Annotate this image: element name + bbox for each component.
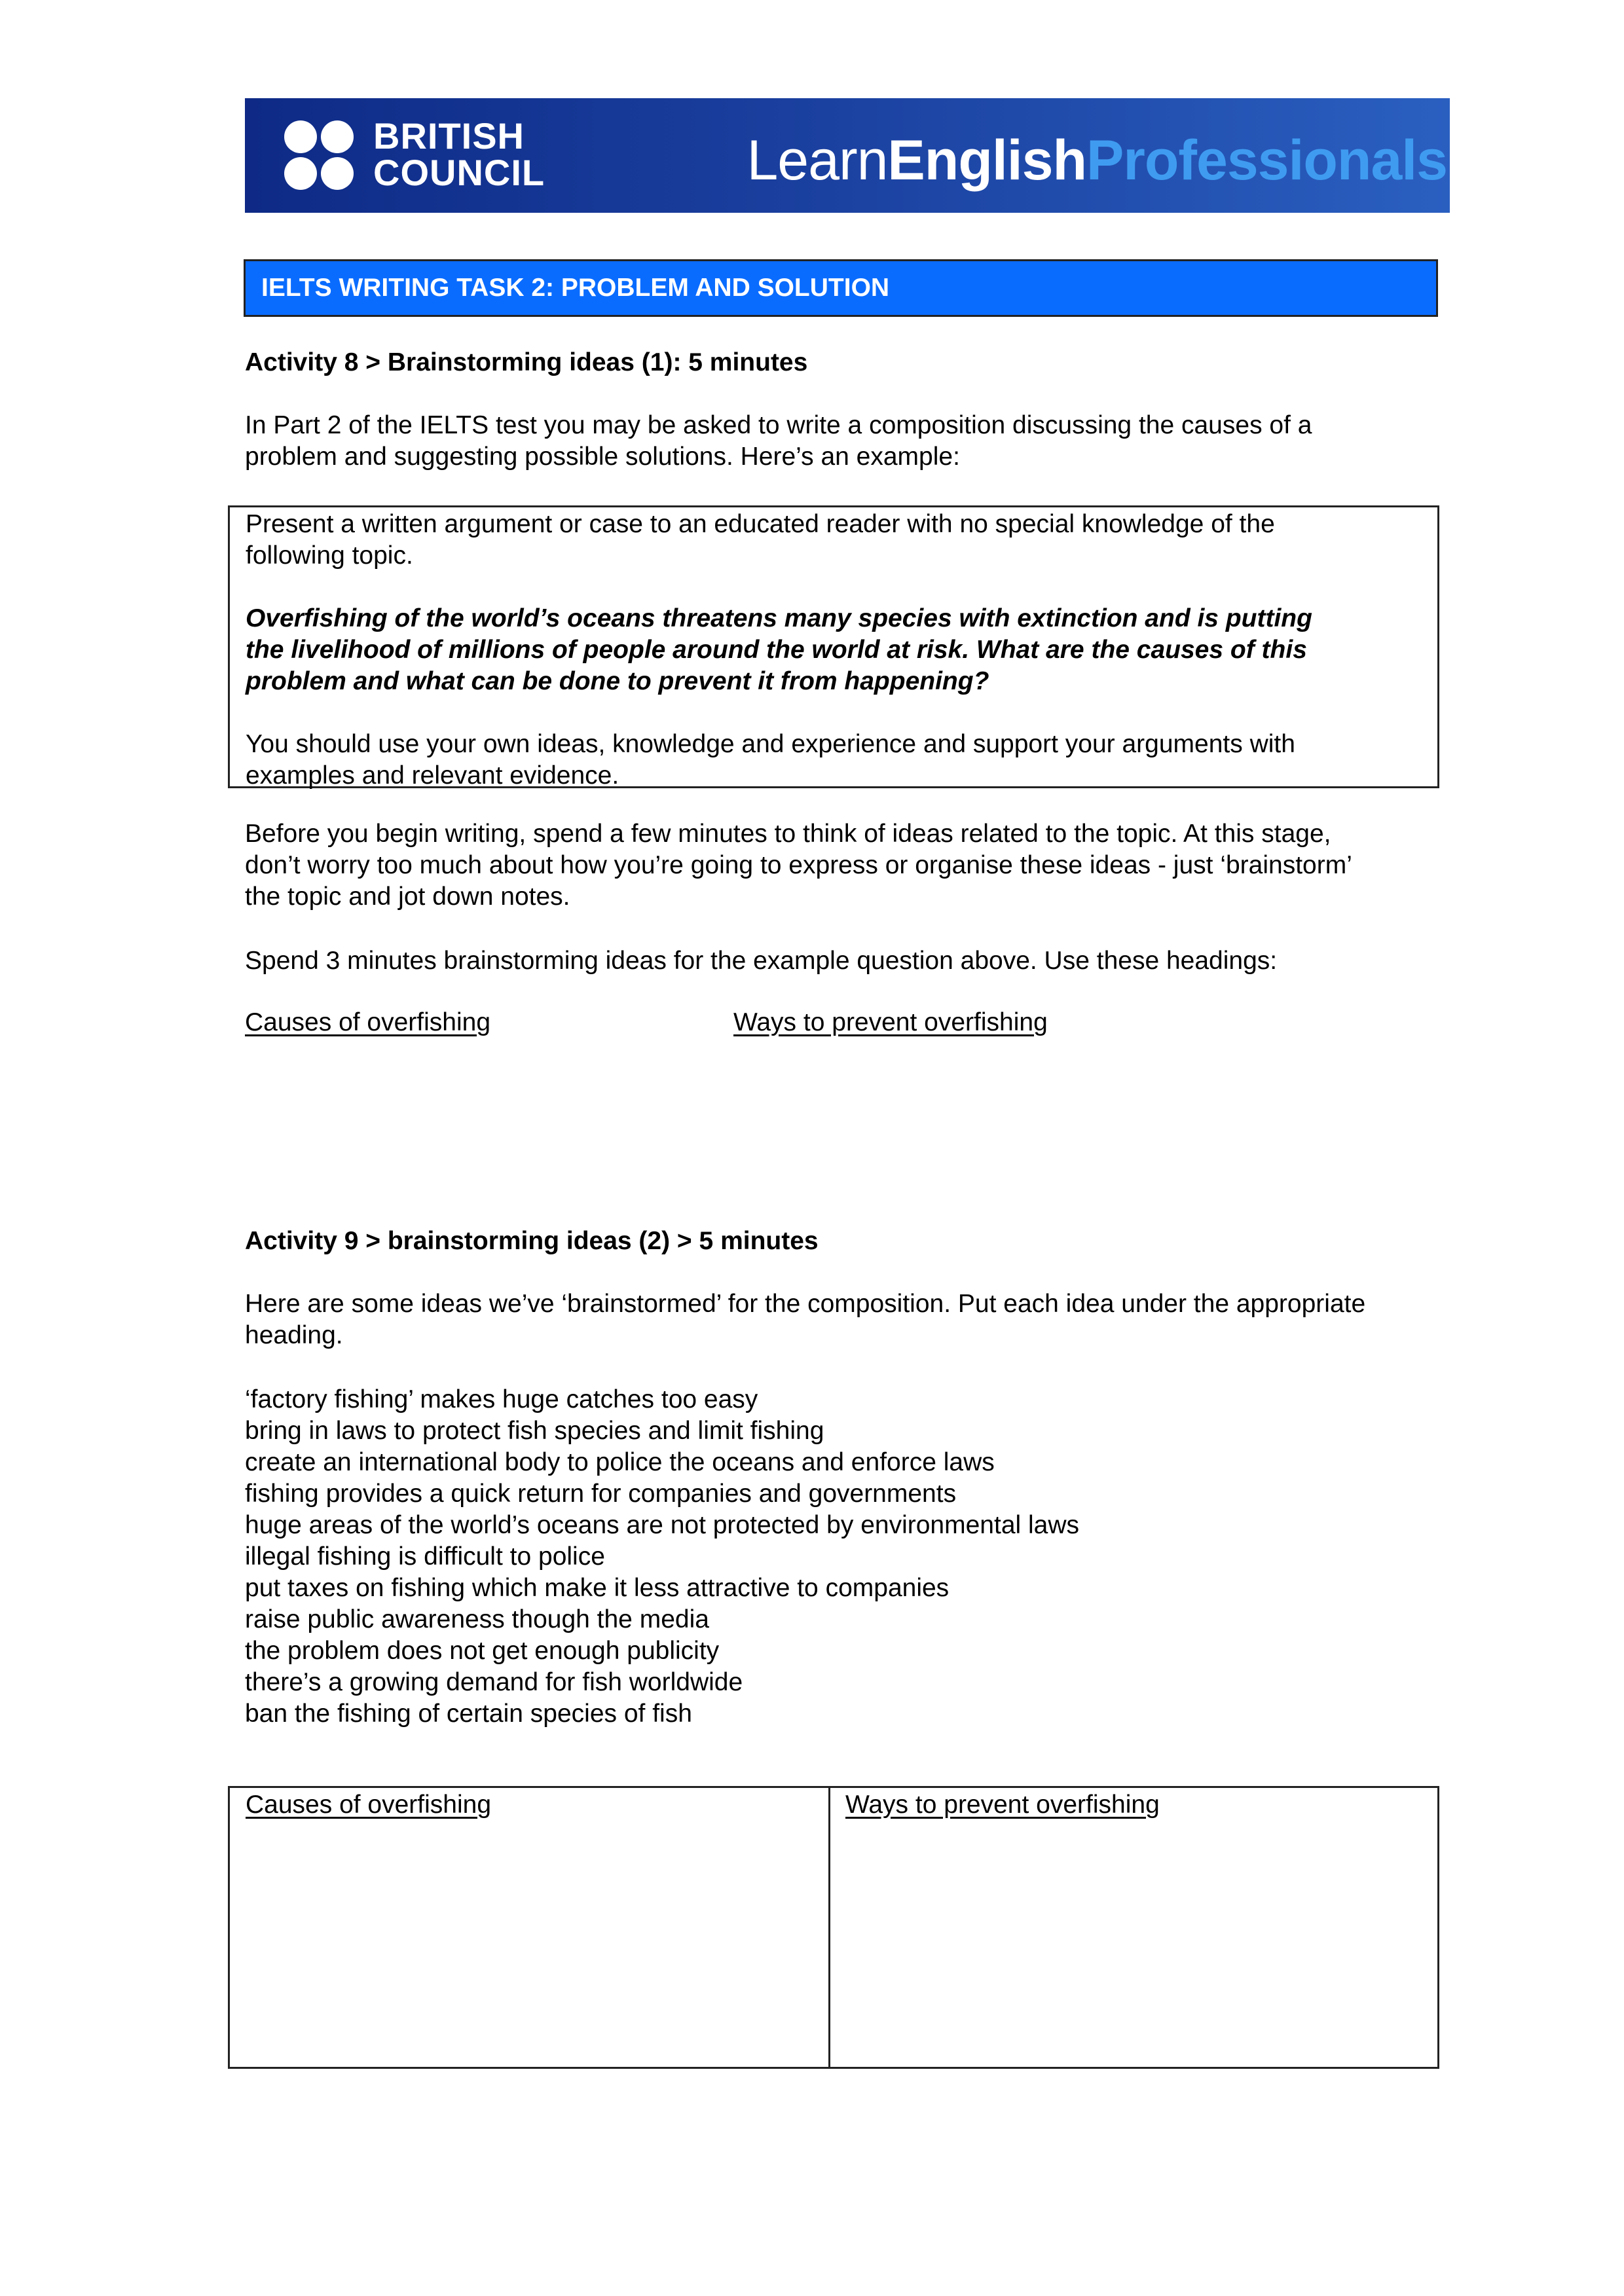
table-header-causes: Causes of overfishing — [246, 1791, 492, 1819]
prompt-question-line2: the livelihood of millions of people around the world at risk. What are the causes of this — [246, 636, 1307, 664]
british-council-dots-icon — [284, 120, 356, 192]
activity8-intro-line2: problem and suggesting possible solutions. Here’s an example: — [245, 443, 960, 471]
prompt-closing-line1: You should use your own ideas, knowledge and experience and support your arguments with — [246, 730, 1295, 758]
list-item: huge areas of the world’s oceans are not protected by environmental laws — [245, 1511, 1080, 1539]
paragraph2-line2: don’t worry too much about how you’re going to express or organise these ideas - just ‘brainstorm’ — [245, 851, 1352, 879]
prompt-line1: Present a written argument or case to an educated reader with no special knowledge of the — [246, 510, 1275, 538]
activity8-paragraph3: Spend 3 minutes brainstorming ideas for the example question above. Use these headings: — [245, 947, 1278, 975]
brand-professionals: Professionals — [1086, 129, 1447, 192]
header-banner — [245, 98, 1450, 213]
answer-table — [228, 1786, 1439, 2069]
ideas-list — [245, 1384, 1450, 1730]
activity9-intro-line2: heading. — [245, 1321, 343, 1349]
list-item: ban the fishing of certain species of fish — [245, 1700, 692, 1728]
table-header-ways: Ways to prevent overfishing — [845, 1791, 1160, 1819]
prompt-closing-line2: examples and relevant evidence. — [246, 761, 619, 790]
prompt-question-line1: Overfishing of the world’s oceans threatens many species with extinction and is putting — [246, 604, 1312, 632]
activity8-heading: Activity 8 > Brainstorming ideas (1): 5 minutes — [245, 348, 808, 376]
list-item: put taxes on fishing which make it less attractive to companies — [245, 1574, 950, 1602]
brand-learn: Learn — [747, 129, 888, 192]
example-question-box — [228, 505, 1439, 788]
list-item: create an international body to police the oceans and enforce laws — [245, 1448, 995, 1476]
activity8-intro-line1: In Part 2 of the IELTS test you may be asked to write a composition discussing the causes of a — [245, 411, 1312, 439]
title-bar — [244, 259, 1438, 317]
heading-ways-to-prevent: Ways to prevent overfishing — [733, 1008, 1048, 1036]
activity9-intro-line1: Here are some ideas we’ve ‘brainstormed’ for the composition. Put each idea under the appropriate — [245, 1290, 1366, 1318]
paragraph2-line1: Before you begin writing, spend a few minutes to think of ideas related to the topic. At this stage, — [245, 820, 1331, 848]
list-item: there’s a growing demand for fish worldwide — [245, 1668, 743, 1696]
list-item: bring in laws to protect fish species and limit fishing — [245, 1417, 824, 1445]
list-item: illegal fishing is difficult to police — [245, 1542, 605, 1571]
paragraph2-line3: the topic and jot down notes. — [245, 883, 570, 911]
activity9-heading: Activity 9 > brainstorming ideas (2) > 5 minutes — [245, 1227, 819, 1255]
list-item: the problem does not get enough publicity — [245, 1637, 720, 1665]
prompt-question-line3: problem and what can be done to prevent it from happening? — [246, 667, 989, 695]
brand-english: English — [887, 129, 1086, 192]
list-item: fishing provides a quick return for companies and governments — [245, 1480, 957, 1508]
prompt-line2: following topic. — [246, 541, 413, 570]
list-item: raise public awareness though the media — [245, 1605, 709, 1633]
learnenglish-professionals-logo — [747, 129, 1447, 192]
list-item: ‘factory fishing’ makes huge catches too easy — [245, 1385, 758, 1413]
heading-causes-of-overfishing: Causes of overfishing — [245, 1008, 491, 1036]
table-divider — [828, 1788, 830, 2067]
activity9-intro — [245, 1288, 1450, 1351]
org-name-line1: BRITISH — [373, 115, 525, 156]
british-council-logo — [284, 115, 599, 193]
activity8-paragraph2 — [245, 818, 1450, 913]
page-title: IELTS WRITING TASK 2: PROBLEM AND SOLUTION — [261, 274, 890, 302]
activity8-intro — [245, 410, 1450, 473]
org-name-line2: COUNCIL — [373, 152, 545, 193]
